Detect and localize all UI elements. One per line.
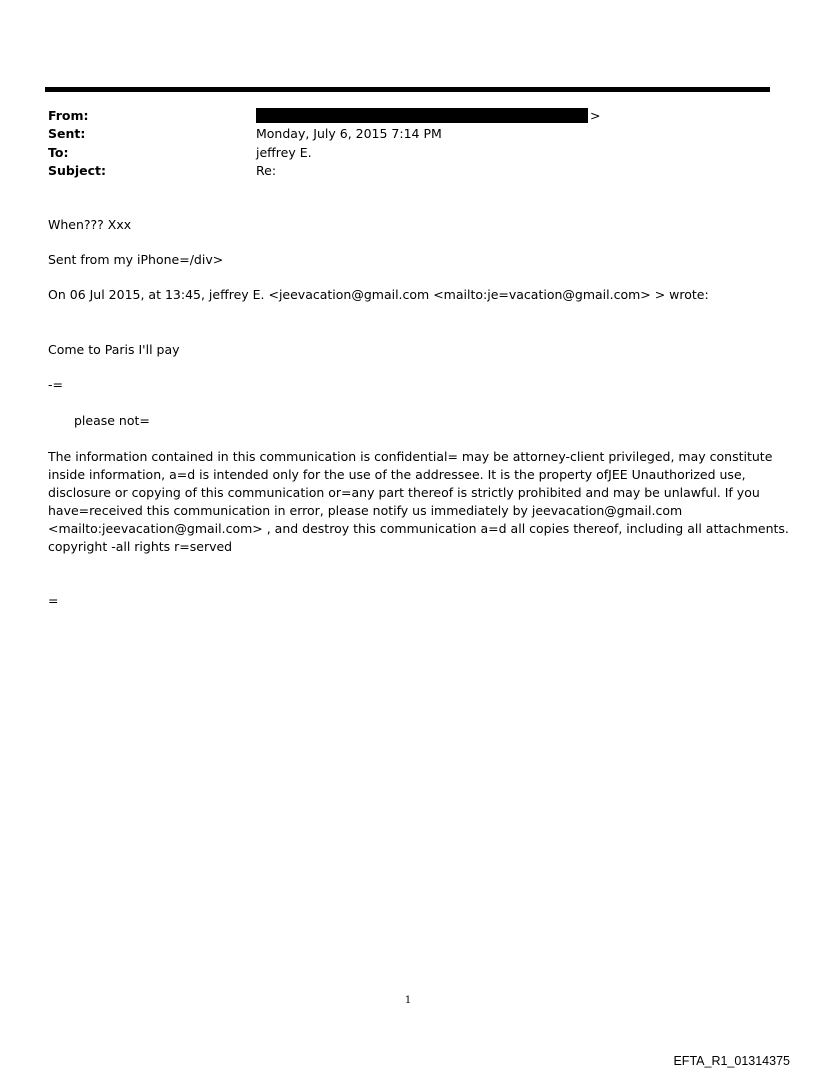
header-rule bbox=[45, 87, 770, 92]
body-line-2: Sent from my iPhone=/div> bbox=[48, 252, 224, 267]
body-line-end: = bbox=[48, 593, 59, 608]
disclaimer-line: have=received this communication in error, please notify us immediately by jeevacation@gmail.com bbox=[48, 503, 683, 518]
sent-row bbox=[48, 125, 748, 142]
from-suffix: > bbox=[590, 108, 601, 123]
subject-label: Subject: bbox=[48, 163, 106, 178]
from-row bbox=[48, 107, 748, 124]
body-line-6: please not= bbox=[74, 413, 150, 428]
from-value bbox=[256, 107, 600, 124]
to-label: To: bbox=[48, 145, 69, 160]
from-label: From: bbox=[48, 108, 89, 123]
document-id: EFTA_R1_01314375 bbox=[673, 1054, 790, 1068]
subject-value: Re: bbox=[256, 163, 277, 178]
redaction-block bbox=[256, 108, 588, 123]
disclaimer-line: copyright -all rights r=served bbox=[48, 539, 233, 554]
disclaimer-line: inside information, a=d is intended only for the use of the addressee. It is the property ofJEE Unauthorized use, bbox=[48, 467, 746, 482]
body-line-5: -= bbox=[48, 377, 63, 392]
to-value: jeffrey E. bbox=[256, 145, 312, 160]
sent-label: Sent: bbox=[48, 126, 86, 141]
disclaimer-line: <mailto:jeevacation@gmail.com> , and destroy this communication a=d all copies thereof, including all attachments. bbox=[48, 521, 789, 536]
to-row bbox=[48, 144, 748, 161]
disclaimer-paragraph bbox=[48, 448, 789, 556]
disclaimer-line: disclosure or copying of this communication or=any part thereof is strictly prohibited and may be unlawful. If you bbox=[48, 485, 760, 500]
page-number: 1 bbox=[404, 995, 412, 1006]
disclaimer-line: The information contained in this communication is confidential= may be attorney-client privileged, may constitute bbox=[48, 449, 773, 464]
body-line-4: Come to Paris I'll pay bbox=[48, 342, 180, 357]
body-line-1: When??? Xxx bbox=[48, 217, 132, 232]
subject-row bbox=[48, 162, 748, 179]
body-line-3: On 06 Jul 2015, at 13:45, jeffrey E. <jeevacation@gmail.com <mailto:je=vacation@gmail.com> > wrote: bbox=[48, 287, 709, 302]
sent-value: Monday, July 6, 2015 7:14 PM bbox=[256, 126, 442, 141]
